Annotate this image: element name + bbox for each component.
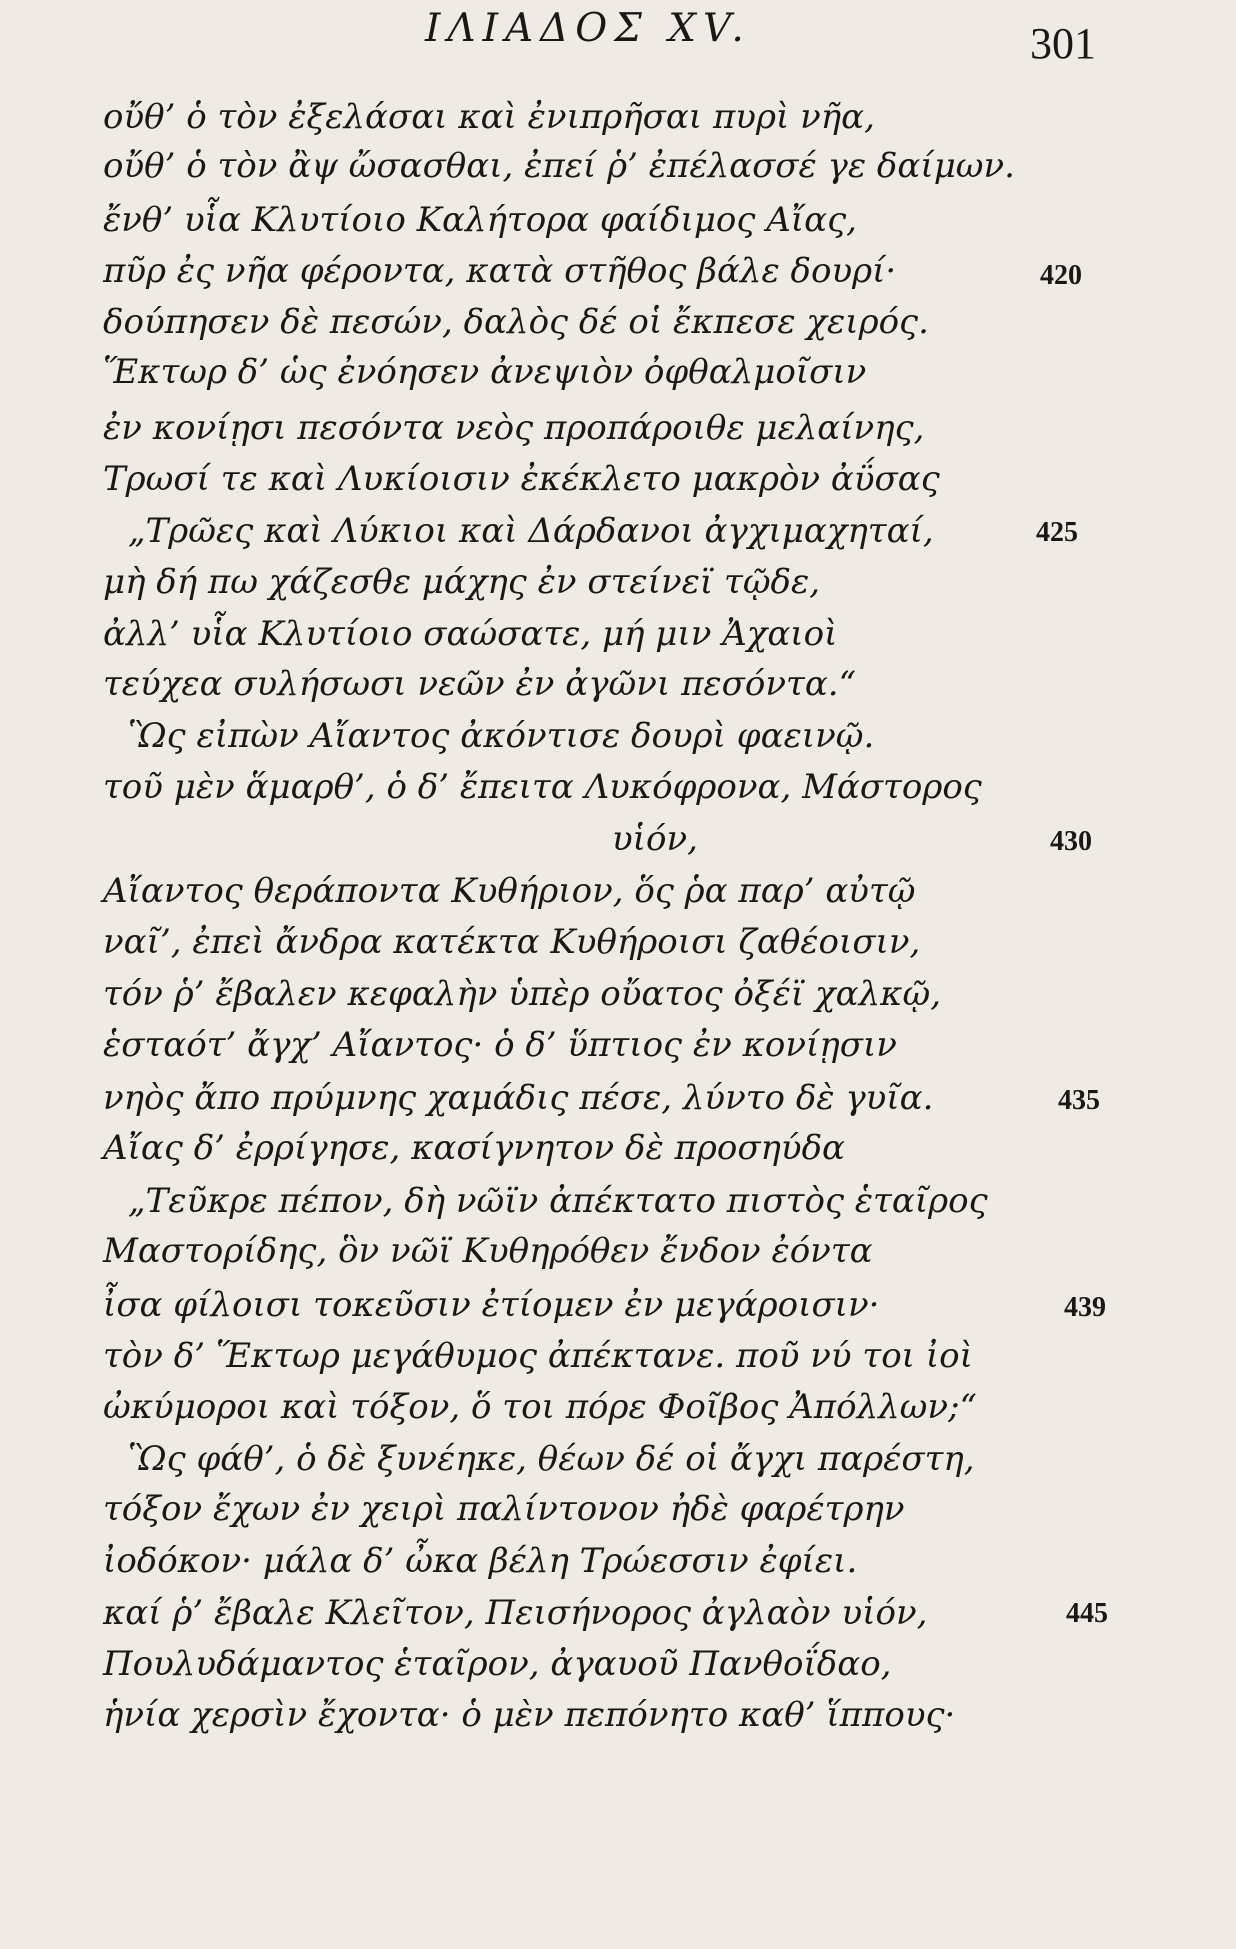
verse-line: ἡνία χερσὶν ἔχοντα· ὁ μὲν πεπόνητο καθ’ ἵππους· xyxy=(103,1695,956,1735)
verse-line: Πουλυδάμαντος ἑταῖρον, ἀγαυοῦ Πανθοΐδαο, xyxy=(103,1644,892,1684)
verse-line: Αἴαντος θεράποντα Κυθήριον, ὅς ῥα παρ’ αὐτῷ xyxy=(103,871,916,911)
verse-line: υἱόν, xyxy=(612,819,698,859)
verse-line: ναῖ’, ἐπεὶ ἄνδρα κατέκτα Κυθήροισι ζαθέοισιν, xyxy=(103,922,921,962)
verse-line: „Τρῶες καὶ Λύκιοι καὶ Δάρδανοι ἀγχιμαχηταί, xyxy=(128,511,934,551)
verse-line: ἶσα φίλοισι τοκεῦσιν ἐτίομεν ἐν μεγάροισιν· xyxy=(103,1285,880,1325)
verse-line: τόν ῥ’ ἔβαλεν κεφαλὴν ὑπὲρ οὔατος ὀξέϊ χαλκῷ, xyxy=(103,974,941,1014)
verse-line: καί ῥ’ ἔβαλε Κλεῖτον, Πεισήνορος ἀγλαὸν υἱόν, xyxy=(103,1593,928,1633)
verse-line: δούπησεν δὲ πεσών, δαλὸς δέ οἱ ἔκπεσε χειρός. xyxy=(103,302,929,342)
line-number: 445 xyxy=(1066,1598,1108,1629)
line-number: 425 xyxy=(1036,517,1078,548)
verse-line: νηὸς ἄπο πρύμνης χαμάδις πέσε, λύντο δὲ γυῖα. xyxy=(103,1078,934,1118)
verse-line: ἑσταότ’ ἄγχ’ Αἴαντος· ὁ δ’ ὕπτιος ἐν κονίῃσιν xyxy=(103,1025,897,1065)
running-title: ΙΛΙΑΔΟΣ XV. xyxy=(425,6,751,51)
verse-line: ἔνθ’ υἷα Κλυτίοιο Καλήτορα φαίδιμος Αἴας, xyxy=(103,200,857,240)
verse-line: ἀλλ’ υἷα Κλυτίοιο σαώσατε, μή μιν Ἀχαιοὶ xyxy=(103,614,838,654)
page-number: 301 xyxy=(1030,19,1096,68)
verse-line: πῦρ ἐς νῆα φέροντα, κατὰ στῆθος βάλε δουρί· xyxy=(103,251,897,291)
verse-line: τόξον ἔχων ἐν χειρὶ παλίντονον ἠδὲ φαρέτρην xyxy=(103,1489,905,1529)
verse-line: Ὣς εἰπὼν Αἴαντος ἀκόντισε δουρὶ φαεινῷ. xyxy=(128,716,875,756)
verse-line: ὠκύμοροι καὶ τόξον, ὅ τοι πόρε Φοῖβος Ἀπόλλων;“ xyxy=(103,1387,977,1427)
verse-line: Αἴας δ’ ἐρρίγησε, κασίγνητον δὲ προσηύδα xyxy=(103,1128,846,1168)
verse-line: Ὣς φάθ’, ὁ δὲ ξυνέηκε, θέων δέ οἱ ἄγχι παρέστη, xyxy=(128,1439,975,1479)
verse-line: ἐν κονίῃσι πεσόντα νεὸς προπάροιθε μελαίνης, xyxy=(103,408,925,448)
verse-line: οὔθ’ ὁ τὸν ἂψ ὤσασθαι, ἐπεί ῥ’ ἐπέλασσέ γε δαίμων. xyxy=(103,146,1015,186)
verse-line: τὸν δ’ Ἕκτωρ μεγάθυμος ἀπέκτανε. ποῦ νύ τοι ἰοὶ xyxy=(103,1336,973,1376)
verse-line: μὴ δή πω χάζεσθε μάχης ἐν στείνεϊ τῷδε, xyxy=(103,562,821,602)
line-number: 439 xyxy=(1064,1292,1106,1323)
verse-line: τεύχεα συλήσωσι νεῶν ἐν ἀγῶνι πεσόντα.“ xyxy=(103,664,856,704)
verse-line: ἰοδόκον· μάλα δ’ ὦκα βέλη Τρώεσσιν ἐφίει. xyxy=(103,1541,858,1581)
verse-line: οὔθ’ ὁ τὸν ἐξελάσαι καὶ ἐνιπρῆσαι πυρὶ νῆα, xyxy=(103,97,875,137)
verse-line: Μαστορίδης, ὃν νῶϊ Κυθηρόθεν ἔνδον ἐόντα xyxy=(103,1231,873,1271)
verse-line: Ἕκτωρ δ’ ὡς ἐνόησεν ἀνεψιὸν ὀφθαλμοῖσιν xyxy=(103,352,867,392)
verse-line: „Τεῦκρε πέπον, δὴ νῶϊν ἀπέκτατο πιστὸς ἑταῖρος xyxy=(128,1181,988,1221)
line-number: 430 xyxy=(1050,826,1092,857)
verse-line: Τρωσί τε καὶ Λυκίοισιν ἐκέκλετο μακρὸν ἀΰσας xyxy=(103,459,940,499)
verse-line: τοῦ μὲν ἅμαρθ’, ὁ δ’ ἔπειτα Λυκόφρονα, Μάστορος xyxy=(103,767,982,807)
line-number: 420 xyxy=(1040,260,1082,291)
line-number: 435 xyxy=(1058,1085,1100,1116)
